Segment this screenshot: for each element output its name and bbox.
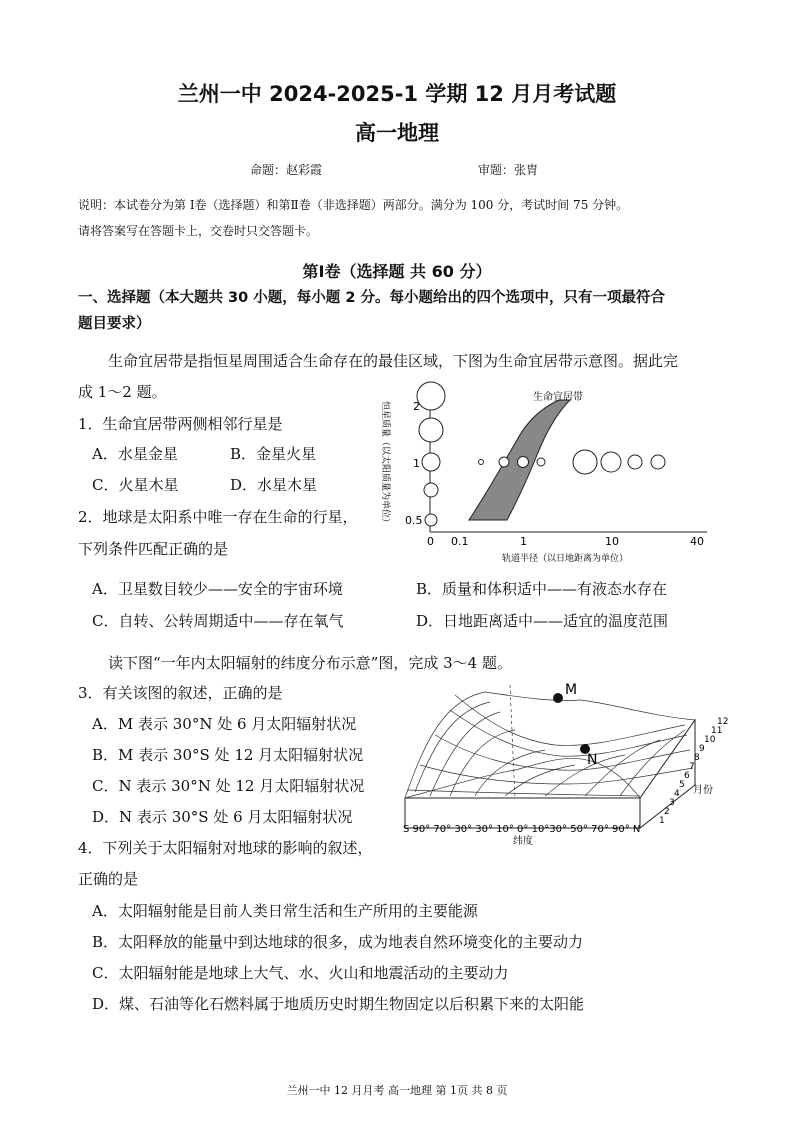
q4-option-d: D．煤、石油等化石燃料属于地质历史时期生物固定以后积累下来的太阳能 — [92, 995, 585, 1013]
band-label: 生命宜居带 — [533, 392, 583, 403]
reviewer-label: 审题：张胄 — [478, 163, 539, 177]
q2-option-d: D．日地距离适中——适宜的温度范围 — [416, 612, 669, 630]
subject-title: 高一地理 — [355, 121, 439, 145]
planet-uranus — [628, 455, 642, 469]
planet-earth — [518, 457, 529, 468]
q2-option-a: A．卫星数目较少——安全的宇宙环境 — [92, 580, 343, 598]
month-tick: 9 — [699, 744, 705, 754]
month-tick: 10 — [704, 735, 716, 745]
star-circle — [417, 382, 445, 410]
passage2-line: 读下图“一年内太阳辐射的纬度分布示意”图，完成 3～4 题。 — [108, 654, 512, 672]
solar-radiation-diagram — [395, 680, 745, 850]
month-tick: 8 — [694, 753, 700, 763]
author-label: 命题：赵彩霞 — [250, 163, 323, 177]
month-axis-label: 月份 — [693, 785, 713, 796]
q1-option-d: D．水星木星 — [230, 476, 318, 494]
q4-option-b: B．太阳释放的能量中到达地球的很多，成为地表自然环境变化的主要动力 — [92, 933, 584, 951]
y-tick-label: 0.5 — [405, 514, 423, 527]
q4-option-c: C．太阳辐射能是地球上大气、水、火山和地震活动的主要动力 — [92, 964, 509, 982]
q2-stem-line1: 2．地球是太阳系中唯一存在生命的行星， — [78, 508, 358, 526]
q2-option-c: C．自转、公转周期适中——存在氧气 — [92, 612, 344, 630]
latitude-axis-label: 纬度 — [513, 836, 533, 847]
star-circle — [422, 453, 440, 471]
passage1-line2: 成 1～2 题。 — [78, 383, 167, 401]
x-tick-label: 0 — [427, 535, 434, 548]
month-tick: 1 — [659, 816, 665, 826]
x-tick-label: 1 — [520, 535, 527, 548]
month-tick: 6 — [684, 771, 690, 781]
x-tick-label: 10 — [605, 535, 619, 548]
month-tick: 2 — [664, 807, 670, 817]
passage1-line1: 生命宜居带是指恒星周围适合生命存在的最佳区域，下图为生命宜居带示意图。据此完 — [108, 352, 679, 370]
y-axis-label: 恒星质量（以太阳质量为单位） — [380, 400, 390, 528]
q1-option-c: C．火星木星 — [92, 476, 179, 494]
q2-option-b: B．质量和体积适中——有液态水存在 — [416, 580, 668, 598]
q3-option-a: A．M 表示 30°N 处 6 月太阳辐射状况 — [92, 715, 357, 733]
q1-option-a: A．水星金星 — [92, 445, 178, 463]
instructions-line2: 请将答案写在答题卡上，交卷时只交答题卡。 — [78, 224, 319, 238]
page-footer: 兰州一中 12 月月考 高一地理 第 1页 共 8 页 — [286, 1084, 508, 1097]
q3-option-c: C．N 表示 30°N 处 12 月太阳辐射状况 — [92, 777, 365, 795]
month-tick: 11 — [711, 726, 723, 736]
section-title: 第Ⅰ卷（选择题 共 60 分） — [302, 262, 492, 281]
planet-venus — [499, 457, 509, 467]
q1-option-b: B．金星火星 — [230, 445, 317, 463]
x-tick-label: 0.1 — [451, 535, 469, 548]
q4-stem-line2: 正确的是 — [78, 870, 139, 888]
point-m-label: M — [565, 682, 578, 698]
q3-option-b: B．M 表示 30°S 处 12 月太阳辐射状况 — [92, 746, 364, 764]
month-tick: 4 — [674, 789, 680, 799]
q2-stem-line2: 下列条件匹配正确的是 — [78, 540, 229, 558]
star-circle — [425, 514, 437, 526]
point-m-marker — [553, 693, 563, 703]
y-tick-label: 1 — [413, 457, 420, 470]
y-tick-label: 2 — [413, 400, 420, 413]
latitude-scale: S 90° 70° 30° 30° 10° 0° 10°30° 50° 70° 90° N — [403, 824, 641, 835]
q4-stem-line1: 4．下列关于太阳辐射对地球的影响的叙述， — [78, 839, 373, 857]
x-axis-label: 轨道半径（以日地距离为单位） — [501, 554, 629, 564]
star-circle — [419, 418, 443, 442]
q3-option-d: D．N 表示 30°S 处 6 月太阳辐射状况 — [92, 808, 353, 826]
q1-stem: 1．生命宜居带两侧相邻行星是 — [78, 415, 283, 433]
habitable-zone-diagram — [365, 380, 725, 570]
q3-stem: 3．有关该图的叙述，正确的是 — [78, 684, 283, 702]
section-heading-line1: 一、选择题（本大题共 30 小题，每小题 2 分。每小题给出的四个选项中，只有一项最符合 — [78, 290, 665, 306]
planet-mars — [537, 458, 545, 466]
planet-mercury — [479, 460, 484, 465]
month-tick: 7 — [689, 762, 695, 772]
x-tick-label: 40 — [690, 535, 704, 548]
month-tick: 5 — [679, 780, 685, 790]
planet-jupiter — [573, 450, 597, 474]
planet-neptune — [651, 455, 665, 469]
star-circle — [424, 483, 438, 497]
section-heading-line2: 题目要求） — [78, 316, 151, 332]
planet-saturn — [601, 452, 621, 472]
instructions-line1: 说明：本试卷分为第 Ⅰ卷（选择题）和第Ⅱ卷（非选择题）两部分。满分为 100 分，考试时间 75 分钟。 — [78, 198, 629, 212]
exam-title: 兰州一中 2024-2025-1 学期 12 月月考试题 — [177, 82, 617, 106]
month-tick: 12 — [717, 717, 729, 727]
q4-option-a: A．太阳辐射能是目前人类日常生活和生产所用的主要能源 — [92, 902, 478, 920]
month-tick: 3 — [669, 798, 675, 808]
point-n-label: N — [587, 752, 598, 768]
